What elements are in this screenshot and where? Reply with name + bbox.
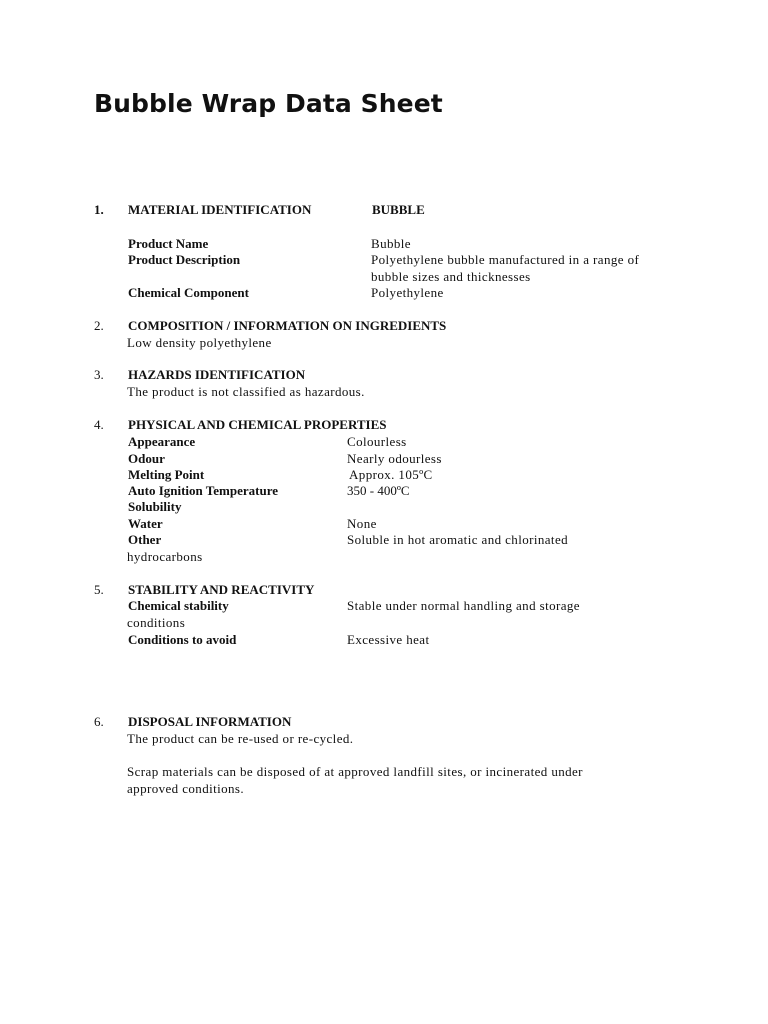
section-number: 5. (94, 582, 104, 597)
chemical-stability-value-line1: Stable under normal handling and storage (347, 598, 580, 613)
section-number: 4. (94, 417, 104, 432)
other-value-line1: Soluble in hot aromatic and chlorinated (347, 532, 569, 547)
other-label: Other (128, 532, 162, 547)
section-heading: MATERIAL IDENTIFICATION (128, 202, 312, 217)
section-number: 3. (94, 367, 104, 382)
chemical-component-label: Chemical Component (128, 285, 249, 300)
conditions-to-avoid-label: Conditions to avoid (128, 632, 237, 647)
product-description-value-line2: bubble sizes and thicknesses (371, 269, 531, 284)
section-heading: PHYSICAL AND CHEMICAL PROPERTIES (128, 417, 387, 432)
product-name-label: Product Name (128, 236, 209, 251)
appearance-value: Colourless (347, 434, 407, 449)
chemical-stability-value-line2: conditions (127, 615, 186, 630)
product-description-value-line1: Polyethylene bubble manufactured in a range of (371, 252, 640, 267)
melting-point-value: Approx. 105ºC (349, 467, 433, 482)
section-heading: HAZARDS IDENTIFICATION (128, 367, 306, 382)
other-value-line2: hydrocarbons (127, 549, 203, 564)
water-value: None (347, 516, 377, 531)
product-name-value: Bubble (371, 236, 411, 251)
auto-ignition-label: Auto Ignition Temperature (128, 483, 278, 498)
chemical-stability-label: Chemical stability (128, 598, 229, 613)
section-text: The product is not classified as hazardous. (127, 384, 365, 399)
appearance-label: Appearance (128, 434, 196, 449)
section-heading: COMPOSITION / INFORMATION ON INGREDIENTS (128, 318, 447, 333)
section-text: Low density polyethylene (127, 335, 272, 350)
section-heading: DISPOSAL INFORMATION (128, 714, 292, 729)
auto-ignition-value: 350 - 400ºC (347, 483, 410, 498)
section-text-line2: approved conditions. (127, 781, 245, 796)
section-heading-value: BUBBLE (372, 202, 425, 217)
odour-value: Nearly odourless (347, 451, 442, 466)
section-number: 6. (94, 714, 104, 729)
chemical-component-value: Polyethylene (371, 285, 444, 300)
solubility-label: Solubility (128, 499, 182, 514)
section-number: 1. (94, 202, 104, 217)
page-title: Bubble Wrap Data Sheet (94, 89, 443, 118)
conditions-to-avoid-value: Excessive heat (347, 632, 430, 647)
odour-label: Odour (128, 451, 165, 466)
section-number: 2. (94, 318, 104, 333)
product-description-label: Product Description (128, 252, 241, 267)
section-text-line1: Scrap materials can be disposed of at approved landfill sites, or incinerated under (127, 764, 583, 779)
water-label: Water (128, 516, 163, 531)
section-text: The product can be re-used or re-cycled. (127, 731, 354, 746)
section-heading: STABILITY AND REACTIVITY (128, 582, 315, 597)
melting-point-label: Melting Point (128, 467, 205, 482)
